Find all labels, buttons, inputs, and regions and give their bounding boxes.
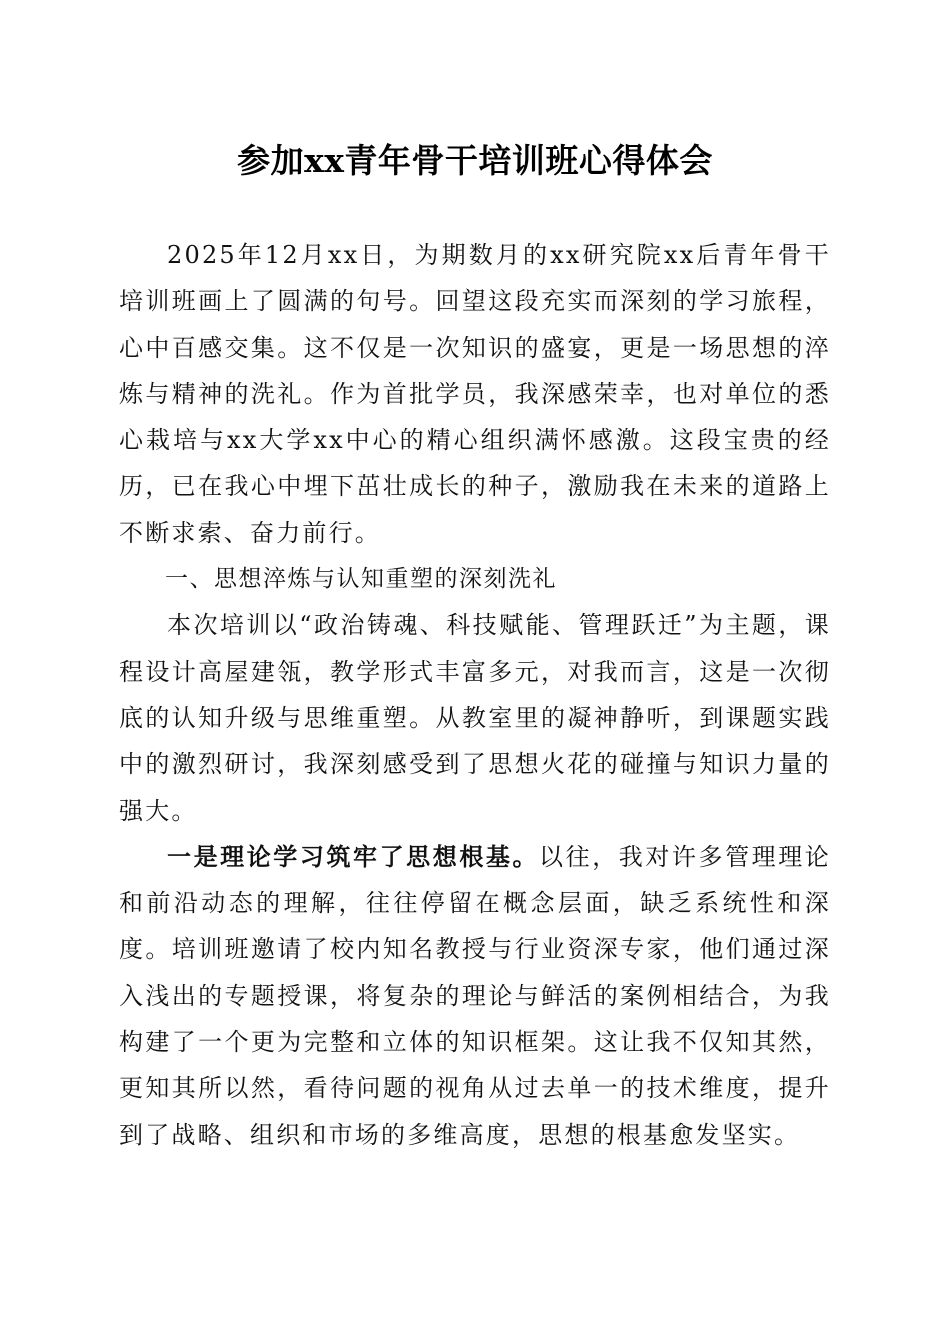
section-1-paragraph: 本次培训以“政治铸魂、科技赋能、管理跃迁”为主题，课程设计高屋建瓴，教学形式丰富多元，对我而言，这是一次彻底的认知升级与思维重塑。从教室里的凝神静听，到课题实践中的激烈研讨，我深刻感受到了思想火花的碰撞与知识力量的强大。 <box>119 611 831 825</box>
document-body <box>119 232 831 1158</box>
point-1-paragraph <box>119 834 831 1158</box>
intro-paragraph: 2025年12月xx日，为期数月的xx研究院xx后青年骨干培训班画上了圆满的句号。回望这段充实而深刻的学习旅程，心中百感交集。这不仅是一次知识的盛宴，更是一场思想的淬炼与精神的洗礼。作为首批学员，我深感荣幸，也对单位的悉心栽培与xx大学xx中心的精心组织满怀感激。这段宝贵的经历，已在我心中埋下茁壮成长的种子，激励我在未来的道路上不断求索、奋力前行。 <box>119 241 831 547</box>
document-title: 参加xx青年骨干培训班心得体会 <box>237 141 713 180</box>
section-heading-1: 一、思想淬炼与认知重塑的深刻洗礼 <box>165 566 557 593</box>
point-1-lead: 一是理论学习筑牢了思想根基。 <box>167 842 540 871</box>
point-1-body: 以往，我对许多管理理论和前沿动态的理解，往往停留在概念层面，缺乏系统性和深度。培训班邀请了校内知名教授与行业资深专家，他们通过深入浅出的专题授课，将复杂的理论与鲜活的案例相结合，为我构建了一个更为完整和立体的知识框架。这让我不仅知其然，更知其所以然，看待问题的视角从过去单一的技术维度，提升到了战略、组织和市场的多维高度，思想的根基愈发坚实。 <box>119 842 831 1149</box>
